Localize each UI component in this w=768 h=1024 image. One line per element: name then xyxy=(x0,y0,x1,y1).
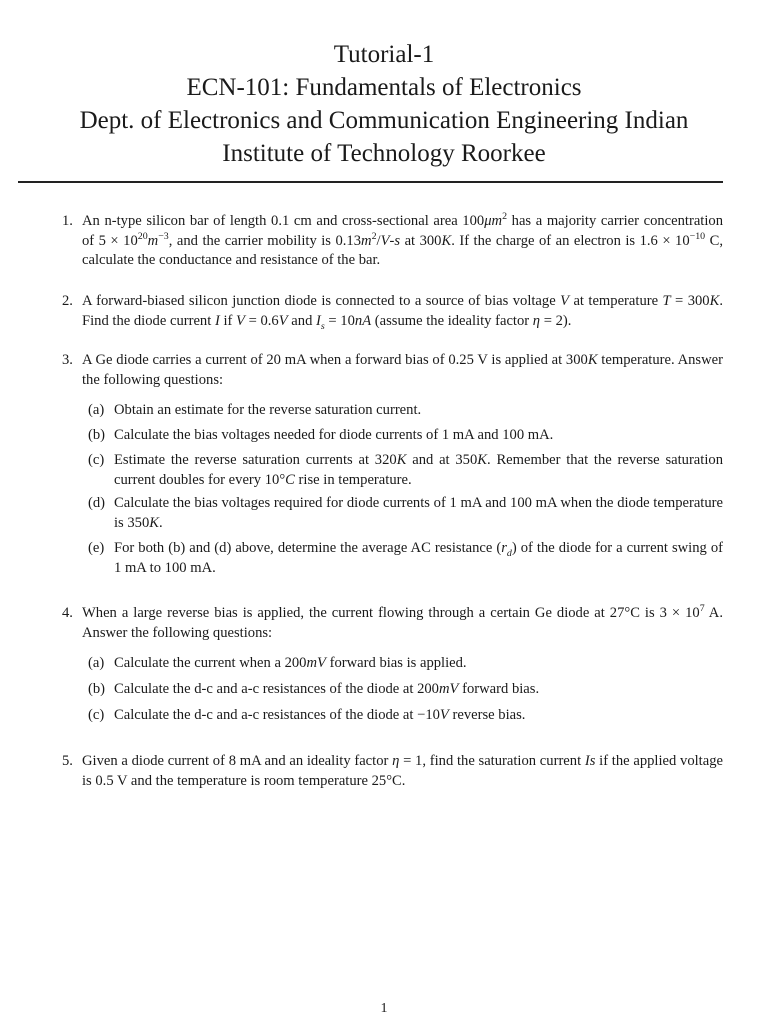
department-line-2: Institute of Technology Roorkee xyxy=(222,140,546,167)
part-label: (c) xyxy=(88,452,105,468)
part-label: (d) xyxy=(88,495,106,511)
question-text: Given a diode current of 8 mA and an ideality factor η = 1, find the saturation current Is if the applied voltage is 0.5 V and the temperature is room temperature 25°C. xyxy=(82,753,723,789)
part-label: (c) xyxy=(88,707,105,723)
question-number: 3. xyxy=(62,352,73,368)
part-text: Calculate the current when a 200mV forward bias is applied. xyxy=(114,655,467,671)
part-label: (e) xyxy=(88,540,105,556)
tutorial-title: Tutorial-1 xyxy=(333,41,435,68)
question-number: 2. xyxy=(62,293,73,309)
part-label: (a) xyxy=(88,655,105,671)
part-label: (b) xyxy=(88,681,106,697)
part-text: For both (b) and (d) above, determine the average AC resistance $(r_d)$ of the diode for a current swing of 1 mA to 100 mA. xyxy=(114,540,723,576)
part-text: Estimate the reverse saturation currents at 320K and at 350K. Remember that the reverse saturation current doubles for every 10°C rise in temperature. xyxy=(114,452,723,488)
part-label: (a) xyxy=(88,402,105,418)
question-number: 4. xyxy=(62,605,73,621)
part-text: Calculate the d-c and a-c resistances of the diode at −10V reverse bias. xyxy=(114,707,526,723)
question-text: A forward-biased silicon junction diode is connected to a source of bias voltage V at temperature T = 300K. Find the diode current I if V = 0.6V and $I_s = 10nA$ (assume the ideality factor η = 2). xyxy=(82,293,723,332)
document-header xyxy=(0,38,768,170)
question-text: An n-type silicon bar of length 0.1 cm and cross-sectional area $100\mu m^2$ has a majority carrier concentration of $5 \times 10^{20}m^{-3}$, and the carrier mobility is $0.13m^2/V-s$ at 300K. If the charge of an electron is $1.6 \times 10^{-10}$ C, calculate the conductance and resistance of the bar. xyxy=(82,211,724,268)
question-text: When a large reverse bias is applied, the current flowing through a certain Ge diode at 27°C is $3 \times 10^7$ A. Answer the following questions: xyxy=(82,603,723,641)
course-title: ECN-101: Fundamentals of Electronics xyxy=(186,74,582,101)
part-text: Calculate the d-c and a-c resistances of the diode at 200mV forward bias. xyxy=(114,681,540,697)
page-number: 1 xyxy=(380,1001,388,1016)
part-text: Calculate the bias voltages required for diode currents of 1 mA and 100 mA when the diode temperature is 350K. xyxy=(114,495,723,531)
part-text: Obtain an estimate for the reverse saturation current. xyxy=(114,402,422,418)
question-number: 5. xyxy=(62,753,73,769)
part-text: Calculate the bias voltages needed for diode currents of 1 mA and 100 mA. xyxy=(114,427,554,443)
part-label: (b) xyxy=(88,427,106,443)
header-divider xyxy=(18,181,723,183)
department-line-1: Dept. of Electronics and Communication Engineering Indian xyxy=(79,107,689,134)
question-number: 1. xyxy=(62,213,73,229)
question-text: A Ge diode carries a current of 20 mA when a forward bias of 0.25 V is applied at 300K temperature. Answer the following questions: xyxy=(82,352,723,388)
